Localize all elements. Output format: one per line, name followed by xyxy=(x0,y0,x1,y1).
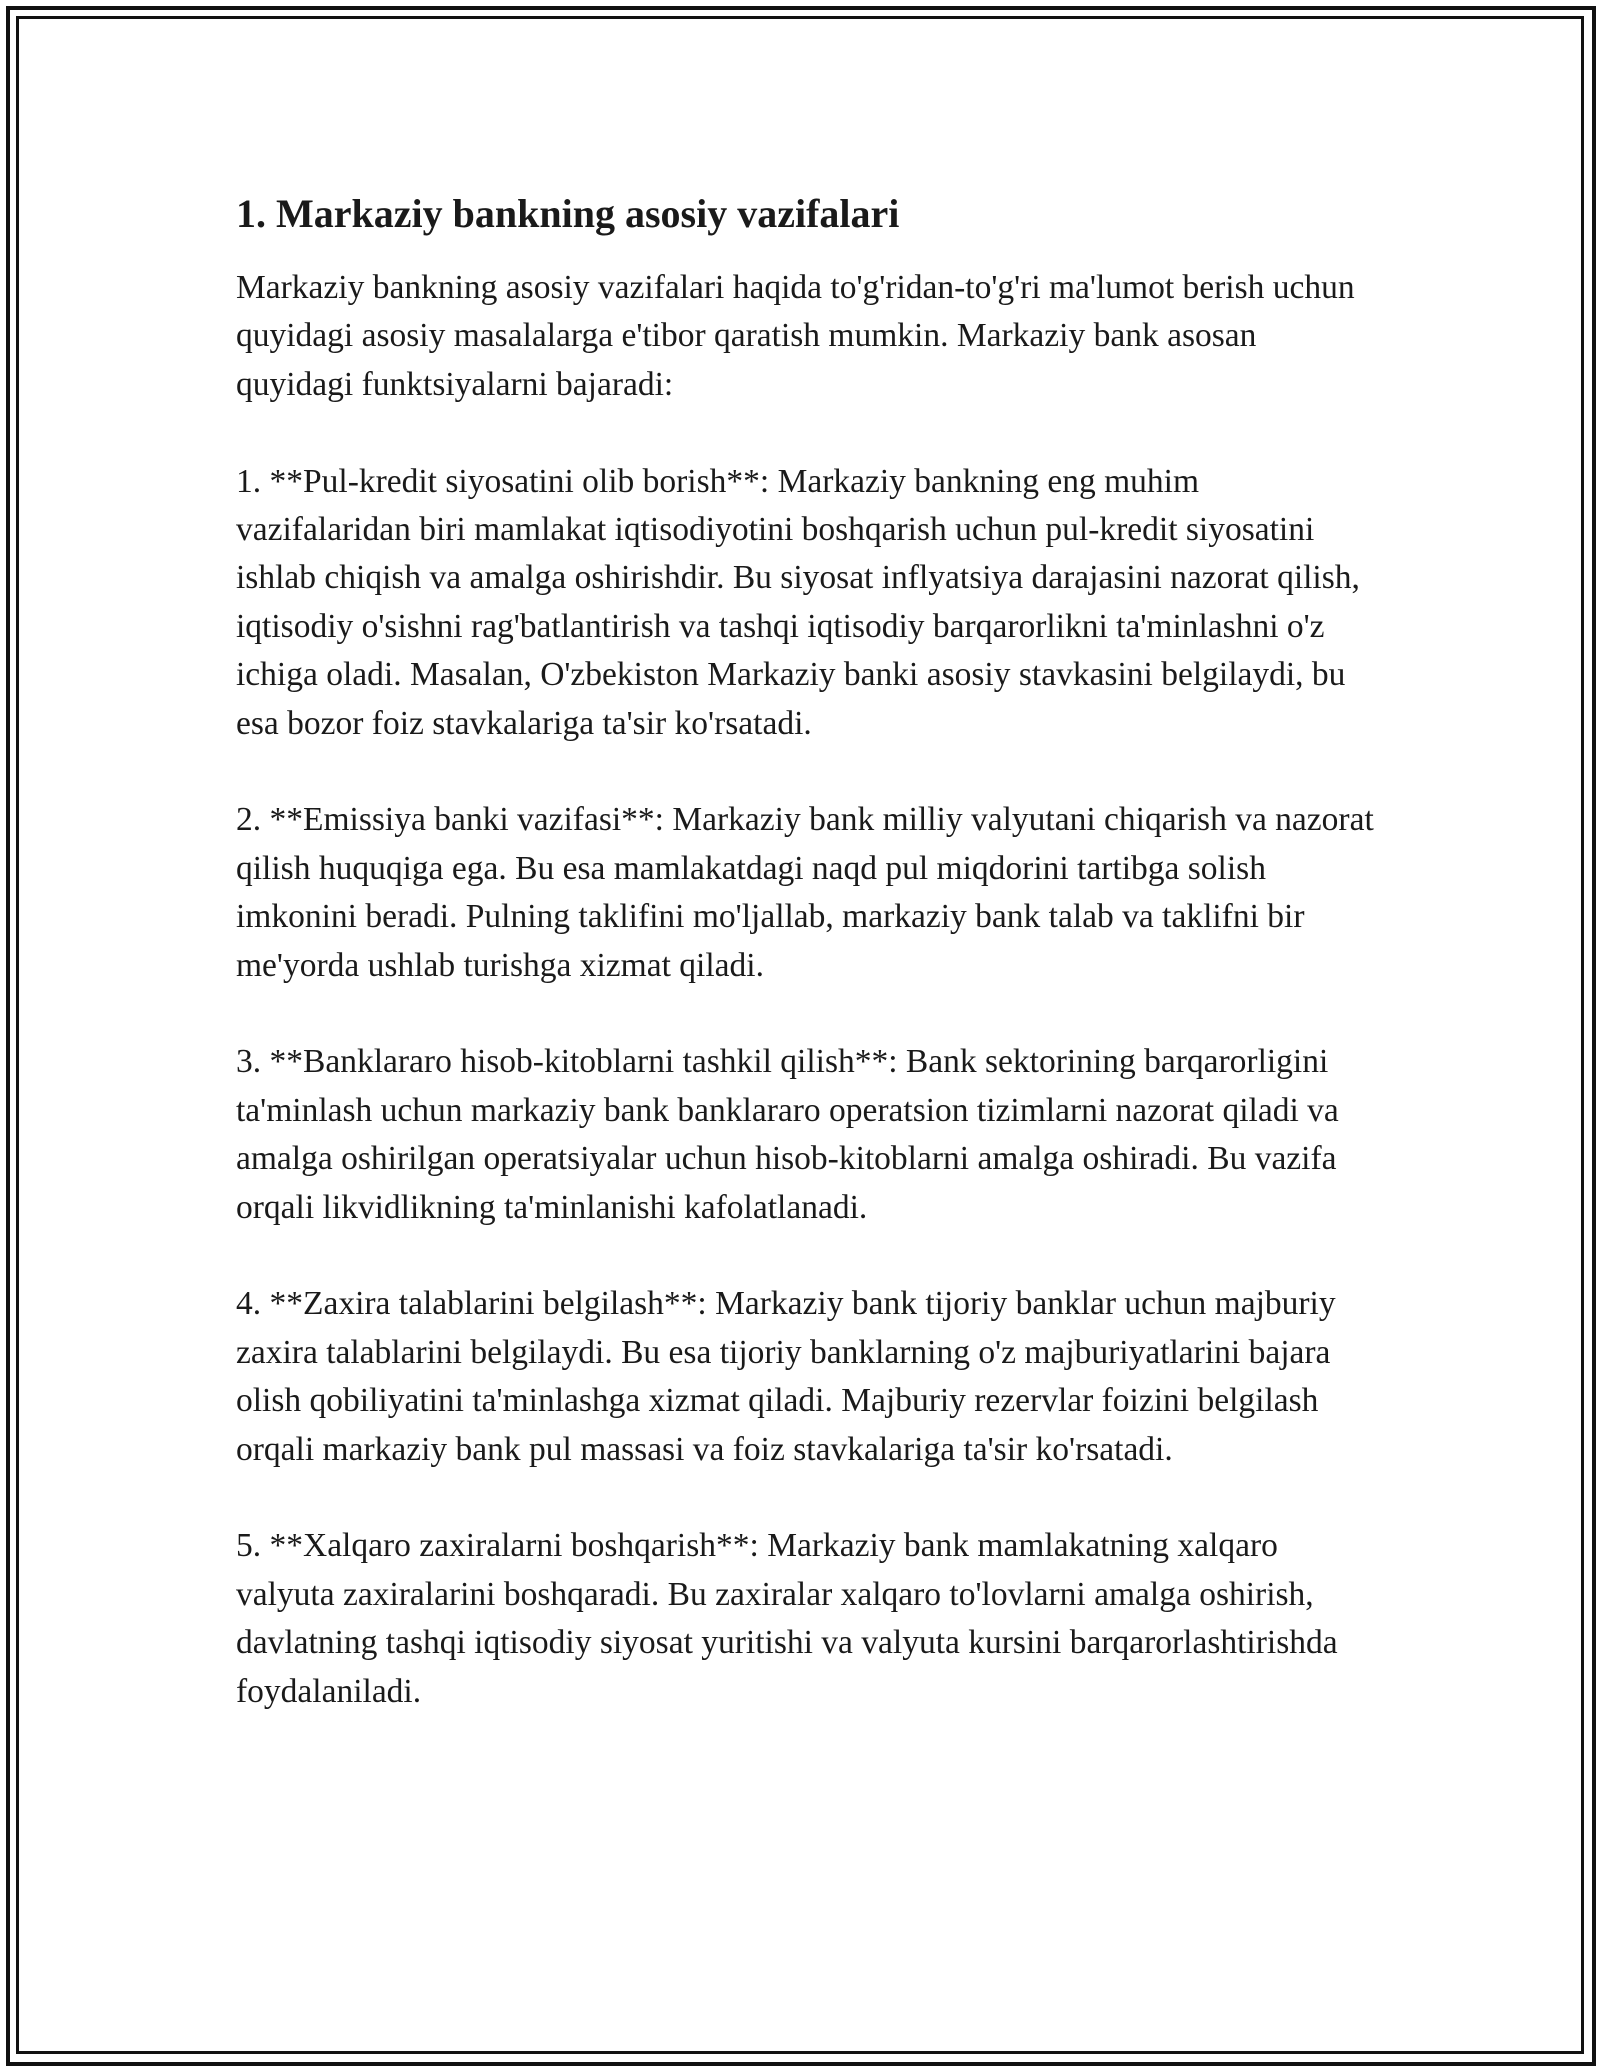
document-title: 1. Markaziy bankning asosiy vazifalari xyxy=(236,191,900,236)
document-body xyxy=(236,186,1376,1765)
paragraph-item-3: 3. **Banklararo hisob-kitoblarni tashkil qilish**: Bank sektorining barqarorligini ta'minlash uchun markaziy bank banklararo operatsion tizimlarni nazorat qiladi va amalga oshirilgan operatsiyalar uchun hisob-kitoblarni amalga oshiradi. Bu vazifa orqali likvidlikning ta'minlanishi kafolatlanadi. xyxy=(236,1043,1339,1226)
paragraph-item-4: 4. **Zaxira talablarini belgilash**: Markaziy bank tijoriy banklar uchun majburiy zaxira talablarini belgilaydi. Bu esa tijoriy banklarning o'z majburiyatlarini bajara olish qobiliyatini ta'minlashga xizmat qiladi. Majburiy rezervlar foizini belgilash orqali markaziy bank pul massasi va foiz stavkalariga ta'sir ko'rsatadi. xyxy=(236,1285,1336,1468)
paragraph-item-1: 1. **Pul-kredit siyosatini olib borish**: Markaziy bankning eng muhim vazifalaridan biri mamlakat iqtisodiyotini boshqarish uchun pul-kredit siyosatini ishlab chiqish va amalga oshirishdir. Bu siyosat inflyatsiya darajasini nazorat qilish, iqtisodiy o'sishni rag'batlantirish va tashqi iqtisodiy barqarorlikni ta'minlashni o'z ichiga oladi. Masalan, O'zbekiston Markaziy banki asosiy stavkasini belgilaydi, bu esa bozor foiz stavkalariga ta'sir ko'rsatadi. xyxy=(236,462,1360,742)
paragraph-item-2: 2. **Emissiya banki vazifasi**: Markaziy bank milliy valyutani chiqarish va nazorat qilish huquqiga ega. Bu esa mamlakatdagi naqd pul miqdorini tartibga solish imkonini beradi. Pulning taklifini mo'ljallab, markaziy bank talab va taklifni bir me'yorda ushlab turishga xizmat qiladi. xyxy=(236,801,1374,984)
paragraph-item-5: 5. **Xalqaro zaxiralarni boshqarish**: Markaziy bank mamlakatning xalqaro valyuta zaxiralarini boshqaradi. Bu zaxiralar xalqaro to'lovlarni amalga oshirish, davlatning tashqi iqtisodiy siyosat yuritishi va valyuta kursini barqarorlashtirishda foydalaniladi. xyxy=(236,1527,1338,1710)
intro-paragraph: Markaziy bankning asosiy vazifalari haqida to'g'ridan-to'g'ri ma'lumot berish uchun quyidagi asosiy masalalarga e'tibor qaratish mumkin. Markaziy bank asosan quyidagi funktsiyalarni bajaradi: xyxy=(236,269,1355,403)
